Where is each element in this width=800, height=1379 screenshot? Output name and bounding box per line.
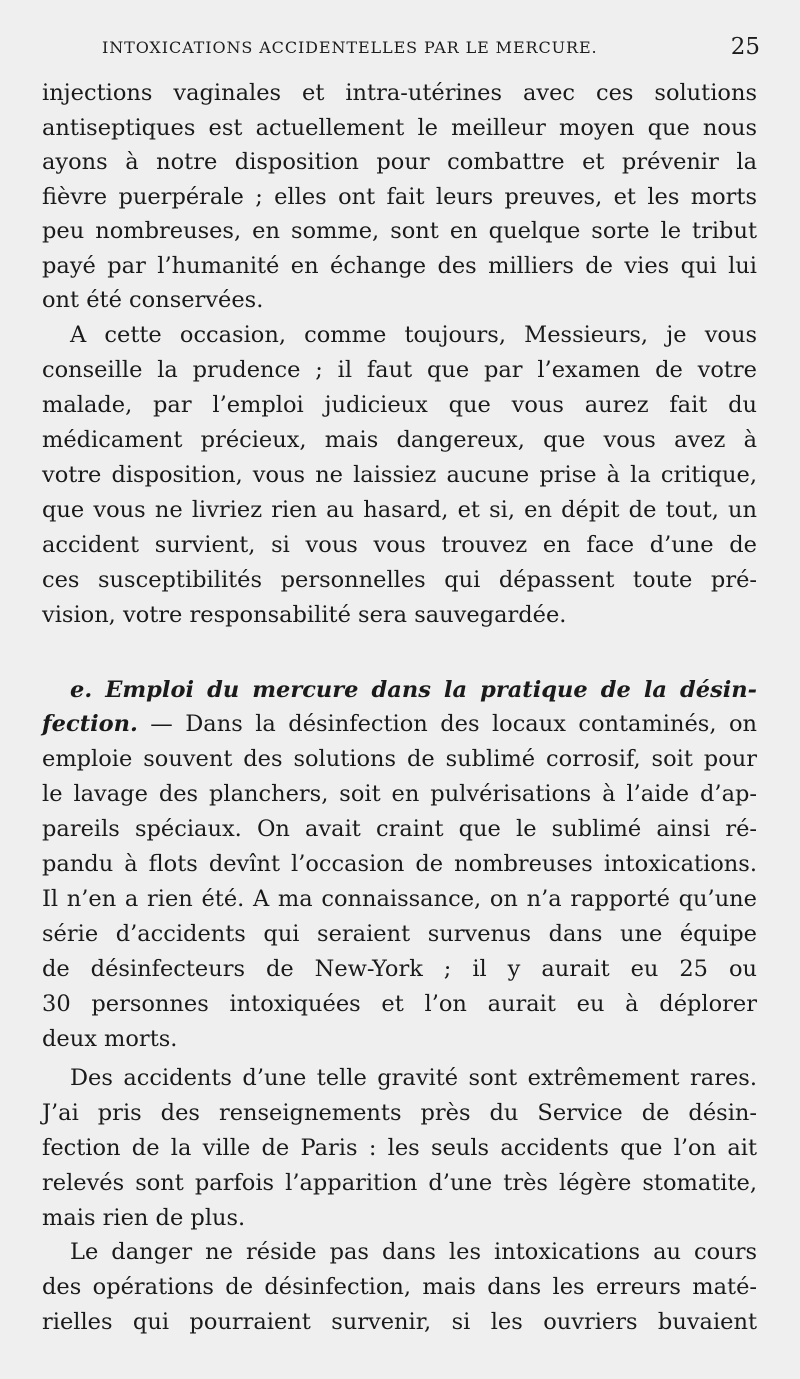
text-line: le lavage des planchers, soit en pulvérisations à l’aide d’ap- [42,781,757,807]
text-line: Des accidents d’une telle gravité sont extrêmement rares. [70,1065,757,1091]
text-line: fièvre puerpérale ; elles ont fait leurs preuves, et les morts [42,184,757,210]
text-line: ayons à notre disposition pour combattre et prévenir la [42,149,757,175]
text-line: peu nombreuses, en somme, sont en quelque sorte le tribut [42,218,757,244]
section-heading [70,675,757,705]
text-line: médicament précieux, mais dangereux, que vous avez à [42,427,757,453]
page-header [102,34,760,64]
text-line: Le danger ne réside pas dans les intoxications au cours [70,1239,757,1265]
text-line: fection de la ville de Paris : les seuls accidents que l’on ait [42,1135,757,1161]
running-title: INTOXICATIONS ACCIDENTELLES PAR LE MERCURE. [102,38,598,57]
text-line: série d’accidents qui seraient survenus dans une équipe [42,921,757,947]
section-heading-continued: fection. [42,711,138,737]
section-heading-text: e. Emploi du mercure dans la pratique de la désin- [70,677,757,703]
text-line: de désinfecteurs de New-York ; il y aurait eu 25 ou [42,956,757,982]
text-line: votre disposition, vous ne laissiez aucune prise à la critique, [42,462,757,488]
text-line: ces susceptibilités personnelles qui dépassent toute pré- [42,567,757,593]
text-line: Il n’en a rien été. A ma connaissance, on n’a rapporté qu’une [42,886,757,912]
text-line: rielles qui pourraient survenir, si les ouvriers buvaient [42,1309,757,1335]
text-line: injections vaginales et intra-utérines avec ces solutions [42,80,757,106]
text-line: ont été conservées. [42,287,264,313]
text-line: vision, votre responsabilité sera sauvegardée. [42,602,567,628]
text-line: pareils spéciaux. On avait craint que le sublimé ainsi ré- [42,816,757,842]
text-line: relevés sont parfois l’apparition d’une très légère stomatite, [42,1170,757,1196]
text-line: antiseptiques est actuellement le meilleur moyen que nous [42,115,757,141]
text-line: A cette occasion, comme toujours, Messieurs, je vous [70,322,757,348]
text-line: deux morts. [42,1026,178,1052]
text-line: conseille la prudence ; il faut que par l’examen de votre [42,357,757,383]
text-line: malade, par l’emploi judicieux que vous aurez fait du [42,392,757,418]
text-line: J’ai pris des renseignements près du Service de désin- [42,1100,757,1126]
text-line: payé par l’humanité en échange des milliers de vies qui lui [42,253,757,279]
text-line: que vous ne livriez rien au hasard, et si, en dépit de tout, un [42,497,757,523]
text-line: emploie souvent des solutions de sublimé corrosif, soit pour [42,746,757,772]
text-line: accident survient, si vous vous trouvez en face d’une de [42,532,757,558]
page-number: 25 [730,34,760,60]
text-line: pandu à flots devînt l’occasion de nombreuses intoxications. [42,851,757,877]
text-line [42,709,757,739]
text-span: — Dans la désinfection des locaux contaminés, on [137,711,757,737]
text-line: des opérations de désinfection, mais dans les erreurs maté- [42,1274,757,1300]
text-line: 30 personnes intoxiquées et l’on aurait eu à déplorer [42,991,757,1017]
text-line: mais rien de plus. [42,1205,246,1231]
